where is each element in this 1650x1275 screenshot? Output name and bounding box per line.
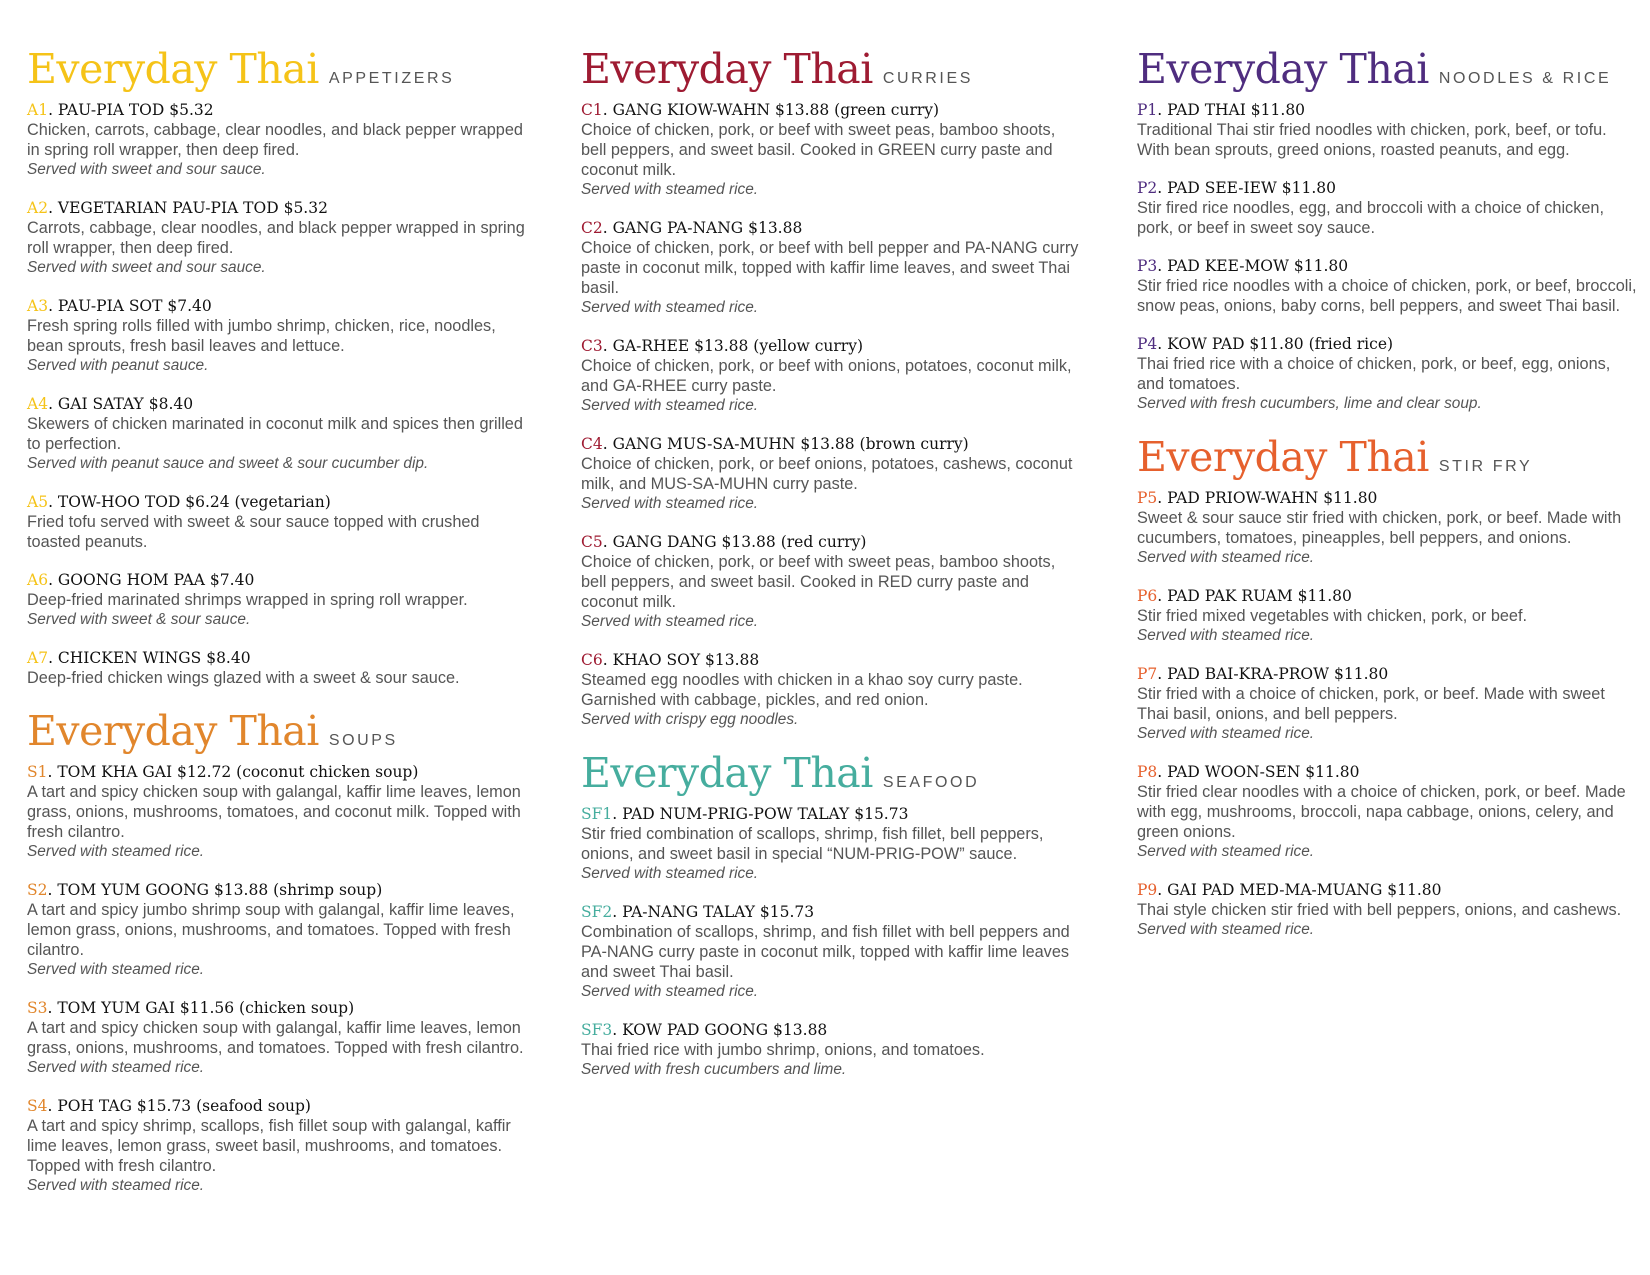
menu-item-heading — [581, 336, 1081, 356]
section-heading — [581, 748, 1081, 798]
menu-item-heading — [581, 218, 1081, 238]
item-name-price: . GAI SATAY $8.40 — [48, 395, 194, 413]
menu-item-heading — [27, 570, 527, 590]
item-served-with: Served with steamed rice. — [581, 865, 759, 882]
section-heading — [27, 706, 527, 756]
item-served-with: Served with steamed rice. — [1137, 843, 1315, 860]
item-name-price: . PAD PAK RUAM $11.80 — [1157, 587, 1352, 605]
item-description: Stir fried clear noodles with a choice of chicken, pork, or beef. Made with egg, mushrooms, broccoli, napa cabbage, onions, celery, and green onions. — [1137, 783, 1626, 841]
menu-item-heading — [1137, 256, 1637, 276]
item-code: A3 — [27, 297, 49, 315]
section-curries — [581, 44, 1081, 730]
menu-item-heading — [581, 804, 1081, 824]
item-description: Fresh spring rolls filled with jumbo shrimp, chicken, rice, noodles, bean sprouts, fresh basil leaves and lettuce. — [27, 317, 496, 355]
item-served-with: Served with fresh cucumbers, lime and clear soup. — [1137, 395, 1482, 412]
item-code: C2 — [581, 219, 603, 237]
item-description: Choice of chicken, pork, or beef with sweet peas, bamboo shoots, bell peppers, and sweet basil. Cooked in RED curry paste and coconut milk. — [581, 553, 1056, 611]
section-appetizers — [27, 44, 527, 688]
brand-title: Everyday Thai — [1137, 45, 1429, 93]
category-label-curries: CURRIES — [882, 70, 974, 87]
item-code: A1 — [27, 101, 49, 119]
item-description: Deep-fried chicken wings glazed with a sweet & sour sauce. — [27, 669, 460, 687]
item-code: P2 — [1137, 179, 1158, 197]
item-description: A tart and spicy chicken soup with galangal, kaffir lime leaves, lemon grass, onions, mushrooms, and tomatoes. Topped with fresh cilantro. — [27, 1019, 524, 1057]
item-served-with: Served with peanut sauce. — [27, 357, 209, 374]
brand-title: Everyday Thai — [581, 749, 873, 797]
menu-item-heading — [581, 100, 1081, 120]
menu-item — [1137, 100, 1637, 160]
menu-item-heading — [1137, 880, 1637, 900]
item-name-price: . GANG MUS-SA-MUHN $13.88 (brown curry) — [602, 435, 969, 453]
item-name-price: . GA-RHEE $13.88 (yellow curry) — [602, 337, 864, 355]
menu-item — [581, 1020, 1081, 1080]
item-served-with: Served with steamed rice. — [27, 1059, 205, 1076]
item-code: A4 — [27, 395, 49, 413]
brand-title: Everyday Thai — [27, 45, 319, 93]
item-description: A tart and spicy jumbo shrimp soup with galangal, kaffir lime leaves, lemon grass, onions, mushrooms, and tomatoes. Topped with fresh cilantro. — [27, 901, 515, 959]
item-served-with: Served with steamed rice. — [27, 1177, 205, 1194]
item-code: S4 — [27, 1097, 48, 1115]
item-code: P6 — [1137, 587, 1158, 605]
menu-item — [1137, 762, 1637, 862]
item-name-price: . GANG DANG $13.88 (red curry) — [602, 533, 867, 551]
category-label-seafood: SEAFOOD — [882, 774, 980, 791]
item-description: Sweet & sour sauce stir fried with chicken, pork, or beef. Made with cucumbers, tomatoes, pineapples, bell peppers, and onions. — [1137, 509, 1622, 547]
menu-item — [27, 198, 527, 278]
section-seafood — [581, 748, 1081, 1080]
item-code: C4 — [581, 435, 603, 453]
item-name-price: . GANG KIOW-WAHN $13.88 (green curry) — [602, 101, 940, 119]
brand-title: Everyday Thai — [27, 707, 319, 755]
item-served-with: Served with peanut sauce and sweet & sour cucumber dip. — [27, 455, 429, 472]
category-label-soups: SOUPS — [328, 732, 398, 749]
item-description: Choice of chicken, pork, or beef with bell pepper and PA-NANG curry paste in coconut milk, topped with kaffir lime leaves, and sweet Thai basil. — [581, 239, 1079, 297]
menu-item-heading — [27, 394, 527, 414]
menu-item-heading — [581, 532, 1081, 552]
section-stir-fry — [1137, 432, 1637, 940]
menu-item — [1137, 664, 1637, 744]
item-code: P1 — [1137, 101, 1158, 119]
menu-item — [27, 394, 527, 474]
menu-item — [581, 804, 1081, 884]
item-code: C6 — [581, 651, 603, 669]
item-code: C1 — [581, 101, 603, 119]
item-code: SF1 — [581, 805, 613, 823]
item-description: Combination of scallops, shrimp, and fish fillet with bell peppers and PA-NANG curry paste in coconut milk, topped with kaffir lime leaves and sweet Thai basil. — [581, 923, 1070, 981]
item-name-price: . KOW PAD $11.80 (fried rice) — [1157, 335, 1394, 353]
item-name-price: . CHICKEN WINGS $8.40 — [48, 649, 251, 667]
item-served-with: Served with steamed rice. — [581, 397, 759, 414]
item-code: P4 — [1137, 335, 1158, 353]
menu-item-heading — [581, 1020, 1081, 1040]
menu-item — [581, 100, 1081, 200]
item-name-price: . KHAO SOY $13.88 — [602, 651, 760, 669]
item-served-with: Served with steamed rice. — [1137, 549, 1315, 566]
menu-item-heading — [1137, 488, 1637, 508]
item-description: Thai fried rice with a choice of chicken, pork, or beef, egg, onions, and tomatoes. — [1137, 355, 1611, 393]
menu-item-heading — [1137, 100, 1637, 120]
item-served-with: Served with sweet and sour sauce. — [27, 259, 266, 276]
item-code: S2 — [27, 881, 48, 899]
menu-item — [581, 218, 1081, 318]
item-served-with: Served with steamed rice. — [581, 299, 759, 316]
item-code: A7 — [27, 649, 49, 667]
category-label-appetizers: APPETIZERS — [328, 70, 455, 87]
item-description: Choice of chicken, pork, or beef onions, potatoes, cashews, coconut milk, and MUS-SA-MUHN curry paste. — [581, 455, 1073, 493]
menu-item — [27, 1096, 527, 1196]
item-name-price: . KOW PAD GOONG $13.88 — [612, 1021, 828, 1039]
section-heading — [1137, 44, 1637, 94]
item-description: Skewers of chicken marinated in coconut milk and spices then grilled to perfection. — [27, 415, 523, 453]
menu-item — [1137, 880, 1637, 940]
menu-item-heading — [1137, 334, 1637, 354]
item-name-price: . PAD WOON-SEN $11.80 — [1157, 763, 1360, 781]
item-name-price: . VEGETARIAN PAU-PIA TOD $5.32 — [48, 199, 328, 217]
item-description: A tart and spicy chicken soup with galangal, kaffir lime leaves, lemon grass, onions, mushrooms, tomatoes, and coconut milk. Topped with fresh cilantro. — [27, 783, 521, 841]
menu-item-heading — [1137, 762, 1637, 782]
category-label-stir-fry: STIR FRY — [1438, 458, 1533, 475]
menu-item — [27, 648, 527, 688]
item-description: Deep-fried marinated shrimps wrapped in spring roll wrapper. — [27, 591, 468, 609]
menu-item-heading — [27, 880, 527, 900]
item-code: P7 — [1137, 665, 1158, 683]
item-description: Choice of chicken, pork, or beef with onions, potatoes, coconut milk, and GA-RHEE curry paste. — [581, 357, 1072, 395]
menu-item-heading — [27, 1096, 527, 1116]
menu-item — [581, 532, 1081, 632]
item-description: Fried tofu served with sweet & sour sauce topped with crushed toasted peanuts. — [27, 513, 480, 551]
menu-item — [1137, 586, 1637, 646]
item-description: Thai style chicken stir fried with bell peppers, onions, and cashews. — [1137, 901, 1622, 919]
item-description: Stir fried rice noodles with a choice of chicken, pork, or beef, broccoli, snow peas, onions, baby corns, bell peppers, and sweet Thai basil. — [1137, 277, 1637, 315]
item-served-with: Served with steamed rice. — [581, 495, 759, 512]
item-name-price: . PAD BAI-KRA-PROW $11.80 — [1157, 665, 1389, 683]
item-description: Traditional Thai stir fried noodles with chicken, pork, beef, or tofu. With bean sprouts, greed onions, roasted peanuts, and egg. — [1137, 121, 1607, 159]
item-name-price: . GOONG HOM PAA $7.40 — [48, 571, 255, 589]
item-description: Thai fried rice with jumbo shrimp, onions, and tomatoes. — [581, 1041, 985, 1059]
item-description: Carrots, cabbage, clear noodles, and black pepper wrapped in spring roll wrapper, then deep fired. — [27, 219, 525, 257]
item-code: C5 — [581, 533, 603, 551]
item-served-with: Served with steamed rice. — [581, 613, 759, 630]
item-code: P8 — [1137, 763, 1158, 781]
item-served-with: Served with steamed rice. — [27, 843, 205, 860]
item-served-with: Served with steamed rice. — [27, 961, 205, 978]
item-description: Stir fried mixed vegetables with chicken, pork, or beef. — [1137, 607, 1528, 625]
menu-item — [1137, 178, 1637, 238]
menu-item-heading — [27, 762, 527, 782]
item-name-price: . PAD NUM-PRIG-POW TALAY $15.73 — [612, 805, 909, 823]
item-name-price: . TOM YUM GAI $11.56 (chicken soup) — [47, 999, 355, 1017]
menu-item — [581, 650, 1081, 730]
item-name-price: . TOW-HOO TOD $6.24 (vegetarian) — [48, 493, 331, 511]
item-served-with: Served with steamed rice. — [581, 181, 759, 198]
section-heading — [27, 44, 527, 94]
category-label-noodles-rice: NOODLES & RICE — [1438, 70, 1612, 87]
item-code: P5 — [1137, 489, 1158, 507]
menu-item-heading — [1137, 586, 1637, 606]
item-served-with: Served with steamed rice. — [1137, 627, 1315, 644]
menu-item-heading — [581, 650, 1081, 670]
item-name-price: . TOM KHA GAI $12.72 (coconut chicken soup) — [47, 763, 419, 781]
section-noodles-rice — [1137, 44, 1637, 414]
item-name-price: . GAI PAD MED-MA-MUANG $11.80 — [1157, 881, 1442, 899]
menu-item-heading — [27, 998, 527, 1018]
item-code: A2 — [27, 199, 49, 217]
menu-item — [27, 492, 527, 552]
menu-column-right — [1137, 44, 1637, 958]
item-code: A6 — [27, 571, 49, 589]
menu-column-middle — [581, 44, 1081, 1098]
item-served-with: Served with steamed rice. — [1137, 725, 1315, 742]
menu-column-left — [27, 44, 527, 1214]
menu-item-heading — [27, 198, 527, 218]
menu-item-heading — [27, 296, 527, 316]
item-code: P9 — [1137, 881, 1158, 899]
item-name-price: . PAD KEE-MOW $11.80 — [1157, 257, 1349, 275]
menu-item — [27, 570, 527, 630]
menu-item-heading — [27, 100, 527, 120]
item-name-price: . PAD THAI $11.80 — [1157, 101, 1306, 119]
menu-item — [27, 762, 527, 862]
item-served-with: Served with sweet and sour sauce. — [27, 161, 266, 178]
item-code: A5 — [27, 493, 49, 511]
menu-item — [581, 336, 1081, 416]
item-served-with: Served with crispy egg noodles. — [581, 711, 799, 728]
item-name-price: . PAD PRIOW-WAHN $11.80 — [1157, 489, 1378, 507]
item-served-with: Served with steamed rice. — [1137, 921, 1315, 938]
menu-item-heading — [1137, 178, 1637, 198]
item-description: Chicken, carrots, cabbage, clear noodles, and black pepper wrapped in spring roll wrapper, then deep fired. — [27, 121, 523, 159]
item-description: A tart and spicy shrimp, scallops, fish fillet soup with galangal, kaffir lime leaves, lemon grass, sweet basil, mushrooms, and tomatoes. Topped with fresh cilantro. — [27, 1117, 511, 1175]
item-description: Choice of chicken, pork, or beef with sweet peas, bamboo shoots, bell peppers, and sweet basil. Cooked in GREEN curry paste and coconut milk. — [581, 121, 1056, 179]
item-served-with: Served with sweet & sour sauce. — [27, 611, 251, 628]
item-served-with: Served with steamed rice. — [581, 983, 759, 1000]
brand-title: Everyday Thai — [1137, 433, 1429, 481]
item-name-price: . PAU-PIA TOD $5.32 — [48, 101, 214, 119]
item-name-price: . PAU-PIA SOT $7.40 — [48, 297, 212, 315]
item-name-price: . TOM YUM GOONG $13.88 (shrimp soup) — [47, 881, 383, 899]
brand-title: Everyday Thai — [581, 45, 873, 93]
item-code: C3 — [581, 337, 603, 355]
menu-item — [27, 296, 527, 376]
menu-item — [1137, 488, 1637, 568]
menu-item — [581, 434, 1081, 514]
item-name-price: . PA-NANG TALAY $15.73 — [612, 903, 815, 921]
item-name-price: . POH TAG $15.73 (seafood soup) — [47, 1097, 311, 1115]
item-description: Steamed egg noodles with chicken in a khao soy curry paste. Garnished with cabbage, pickles, and red onion. — [581, 671, 1023, 709]
item-description: Stir fried with a choice of chicken, pork, or beef. Made with sweet Thai basil, onions, and bell peppers. — [1137, 685, 1605, 723]
item-code: S3 — [27, 999, 48, 1017]
section-heading — [1137, 432, 1637, 482]
menu-item-heading — [581, 434, 1081, 454]
section-heading — [581, 44, 1081, 94]
menu-item — [1137, 334, 1637, 414]
menu-item — [27, 998, 527, 1078]
item-description: Stir fired rice noodles, egg, and broccoli with a choice of chicken, pork, or beef in sweet soy sauce. — [1137, 199, 1604, 237]
menu-item — [27, 880, 527, 980]
menu-item — [1137, 256, 1637, 316]
menu-item-heading — [1137, 664, 1637, 684]
menu-item-heading — [27, 492, 527, 512]
item-code: P3 — [1137, 257, 1158, 275]
section-soups — [27, 706, 527, 1196]
menu-item — [27, 100, 527, 180]
item-description: Stir fried combination of scallops, shrimp, fish fillet, bell peppers, onions, and sweet basil in special “NUM-PRIG-POW” sauce. — [581, 825, 1044, 863]
menu-item-heading — [27, 648, 527, 668]
menu-item-heading — [581, 902, 1081, 922]
item-code: S1 — [27, 763, 48, 781]
menu-item — [581, 902, 1081, 1002]
item-name-price: . PAD SEE-IEW $11.80 — [1157, 179, 1337, 197]
item-code: SF3 — [581, 1021, 613, 1039]
item-code: SF2 — [581, 903, 613, 921]
item-served-with: Served with fresh cucumbers and lime. — [581, 1061, 847, 1078]
item-name-price: . GANG PA-NANG $13.88 — [602, 219, 803, 237]
